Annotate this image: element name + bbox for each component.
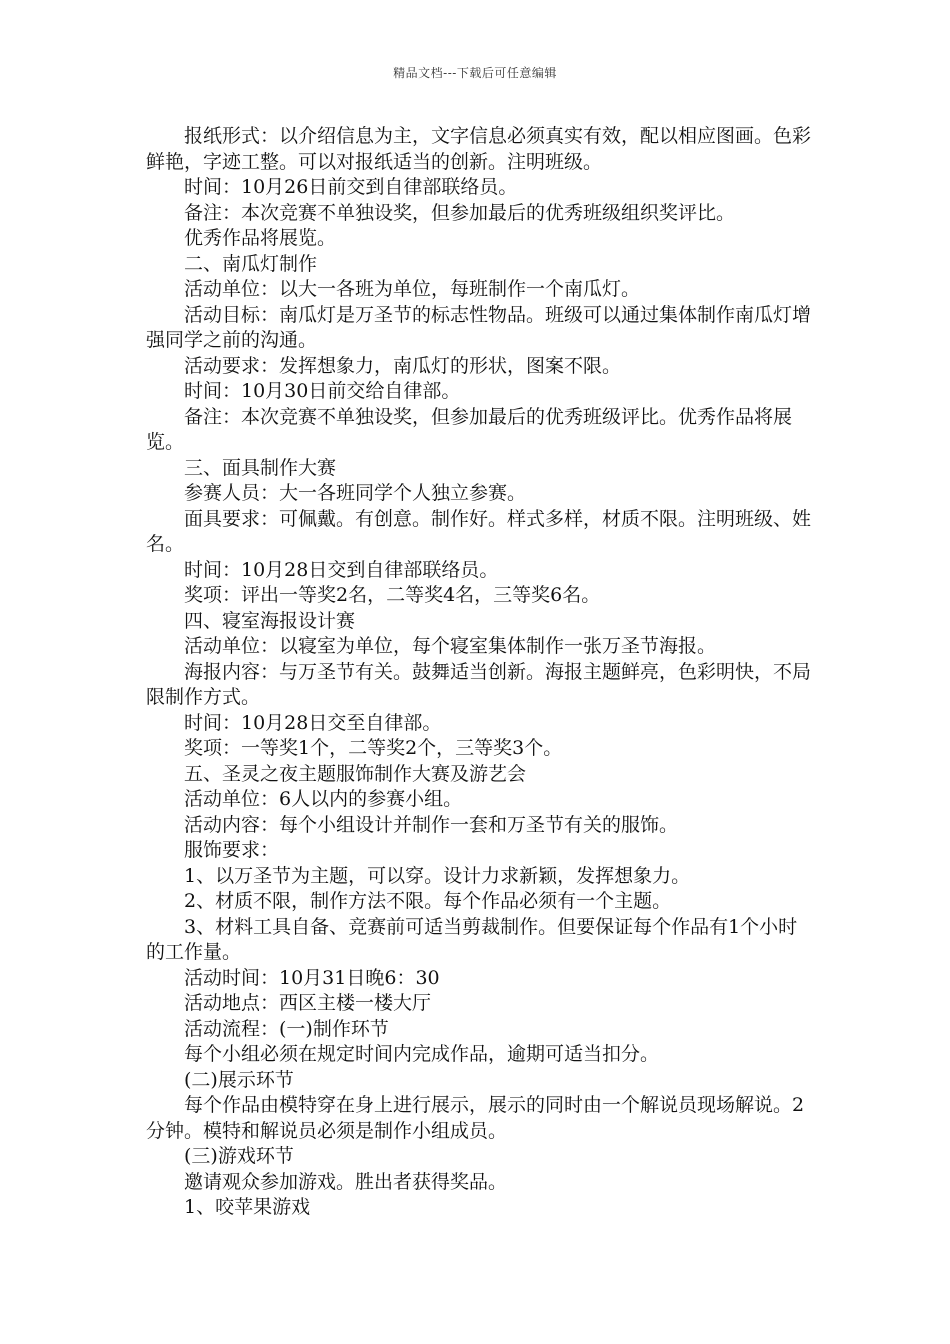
paragraph: 时间：10月28日交到自律部联络员。 — [184, 558, 499, 581]
page-header: 精品文档---下载后可任意编辑 — [393, 66, 557, 80]
paragraph: 时间：10月26日前交到自律部联络员。 — [184, 176, 518, 198]
paragraph: 奖项：一等奖1个，二等奖2个，三等奖3个。 — [184, 737, 563, 759]
paragraph: 每个小组必须在规定时间内完成作品，逾期可适当扣分。 — [184, 1043, 660, 1065]
paragraph: 活动目标：南瓜灯是万圣节的标志性物品。班级可以通过集体制作南瓜灯增强同学之前的沟通。 — [146, 303, 812, 351]
paragraph: 活动单位：6人以内的参赛小组。 — [184, 788, 463, 810]
paragraph: 邀请观众参加游戏。胜出者获得奖品。 — [184, 1170, 508, 1193]
paragraph: 奖项：评出一等奖2名，二等奖4名，三等奖6名。 — [184, 584, 601, 606]
paragraph: 海报内容：与万圣节有关。鼓舞适当创新。海报主题鲜亮，色彩明快，不局限制作方式。 — [146, 660, 812, 708]
section-heading: 三、面具制作大赛 — [184, 456, 337, 479]
section-heading: 五、圣灵之夜主题服饰制作大赛及游艺会 — [184, 762, 527, 785]
paragraph: 活动要求：发挥想象力，南瓜灯的形状，图案不限。 — [184, 354, 622, 377]
paragraph: 每个作品由模特穿在身上进行展示，展示的同时由一个解说员现场解说。2分钟。模特和解说员必须是制作小组成员。 — [146, 1094, 805, 1142]
paragraph: 活动内容：每个小组设计并制作一套和万圣节有关的服饰。 — [184, 813, 679, 836]
paragraph: 时间：10月30日前交给自律部。 — [184, 380, 461, 402]
subsection-heading: (三)游戏环节 — [184, 1145, 294, 1167]
list-item: 3、材料工具自备、竞赛前可适当剪裁制作。但要保证每个作品有1个小时的工作量。 — [146, 915, 798, 963]
paragraph: 优秀作品将展览。 — [184, 227, 337, 249]
paragraph: 报纸形式：以介绍信息为主，文字信息必须真实有效，配以相应图画。色彩鲜艳，字迹工整。可以对报纸适当的创新。注明班级。 — [146, 125, 812, 173]
paragraph: 活动单位：以大一各班为单位，每班制作一个南瓜灯。 — [184, 278, 641, 300]
paragraph: 时间：10月28日交至自律部。 — [184, 711, 442, 734]
paragraph: 活动时间：10月31日晚6：30 — [184, 966, 440, 989]
paragraph: 活动地点：西区主楼一楼大厅 — [184, 992, 432, 1014]
list-item: 1、咬苹果游戏 — [184, 1196, 311, 1218]
section-heading: 二、南瓜灯制作 — [184, 252, 318, 275]
list-item: 2、材质不限，制作方法不限。每个作品必须有一个主题。 — [184, 890, 672, 912]
paragraph: 服饰要求： — [184, 839, 280, 861]
paragraph: 活动流程：(一)制作环节 — [184, 1017, 389, 1040]
paragraph: 面具要求：可佩戴。有创意。制作好。样式多样，材质不限。注明班级、姓名。 — [146, 507, 812, 555]
paragraph: 活动单位：以寝室为单位，每个寝室集体制作一张万圣节海报。 — [184, 635, 717, 657]
paragraph: 备注：本次竞赛不单独设奖，但参加最后的优秀班级评比。优秀作品将展览。 — [146, 405, 793, 453]
paragraph: 备注：本次竞赛不单独设奖，但参加最后的优秀班级组织奖评比。 — [184, 201, 736, 224]
list-item: 1、以万圣节为主题，可以穿。设计力求新颖，发挥想象力。 — [184, 864, 691, 887]
document-body — [146, 124, 812, 1221]
paragraph: 参赛人员：大一各班同学个人独立参赛。 — [184, 482, 527, 504]
section-heading: 四、寝室海报设计赛 — [184, 609, 356, 632]
subsection-heading: (二)展示环节 — [184, 1068, 294, 1091]
